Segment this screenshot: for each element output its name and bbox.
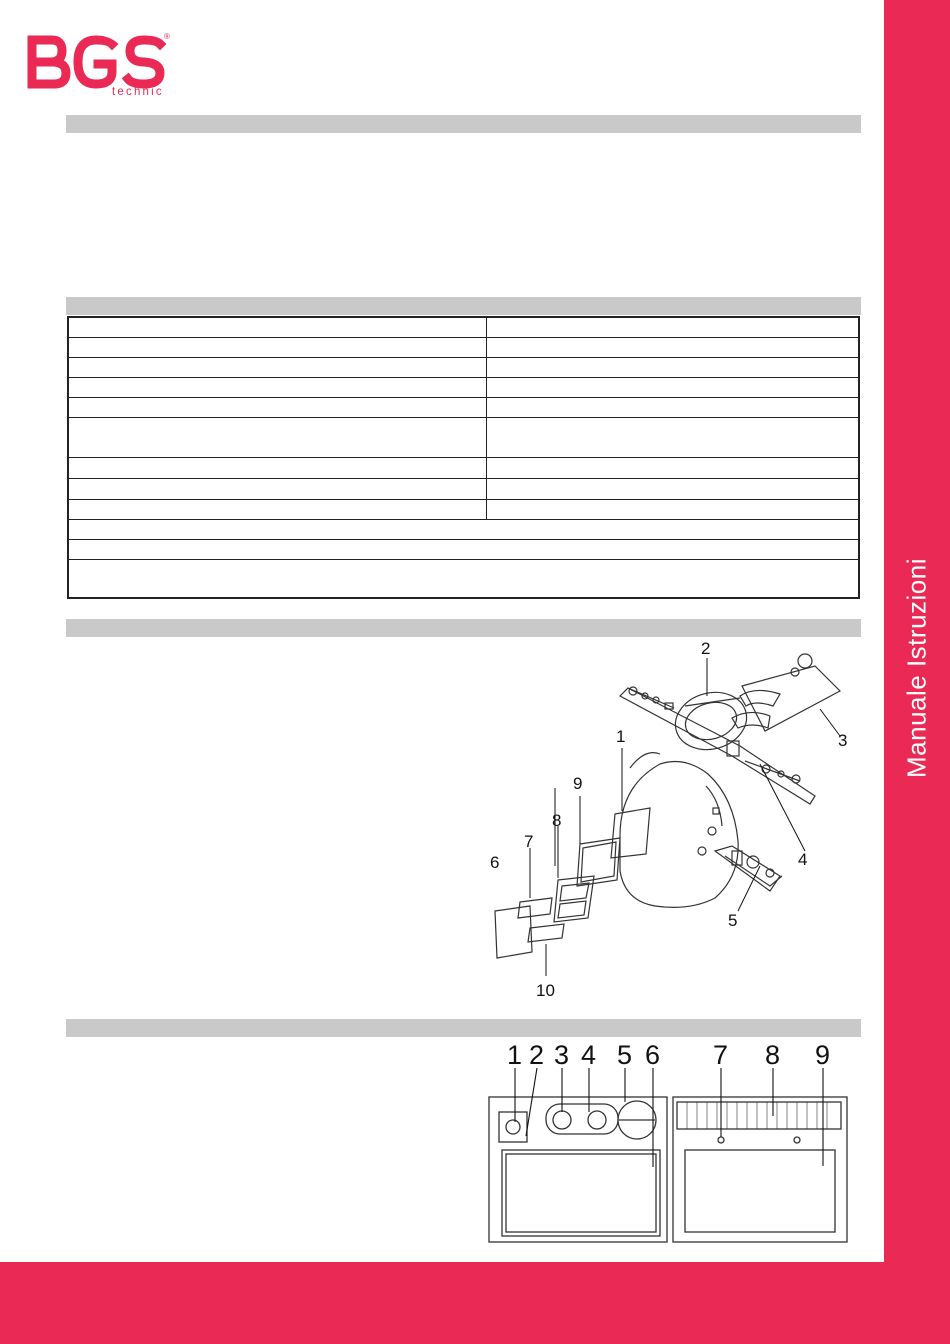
spec-cell — [487, 398, 859, 418]
callout-f1: 1 — [507, 1040, 523, 1070]
spec-cell — [487, 318, 859, 338]
callout-1: 1 — [616, 727, 626, 746]
cartridge-front-panel — [489, 1097, 667, 1242]
spec-cell — [69, 398, 487, 418]
logo-subtitle: technic — [112, 86, 164, 98]
filter-cartridge-diagram — [488, 1036, 858, 1248]
callout-f9: 9 — [815, 1040, 831, 1070]
callout-5: 5 — [728, 911, 738, 930]
callout-f5: 5 — [617, 1040, 633, 1070]
specifications-table — [67, 316, 860, 599]
helmet-shell — [620, 762, 738, 908]
sensor-7 — [718, 1137, 724, 1143]
registered-mark: ® — [164, 32, 170, 41]
callout-f6: 6 — [645, 1040, 661, 1070]
spec-cell — [69, 418, 487, 458]
callout-f4: 4 — [581, 1040, 597, 1070]
callout-9: 9 — [573, 774, 583, 793]
knob-3 — [553, 1111, 571, 1129]
callout-f2: 2 — [529, 1040, 545, 1070]
section-bar-specifications — [66, 297, 861, 315]
spec-cell — [487, 458, 859, 479]
footer-band — [0, 1262, 950, 1344]
knob-4 — [588, 1111, 606, 1129]
spec-cell — [69, 500, 487, 520]
spec-cell — [487, 500, 859, 520]
spec-cell — [487, 338, 859, 358]
callout-4: 4 — [798, 850, 808, 869]
bgs-technic-logo — [26, 28, 171, 98]
spec-cell-wide — [69, 560, 859, 598]
spec-cell — [69, 378, 487, 398]
spec-cell — [69, 338, 487, 358]
inner-cover-lens — [528, 924, 564, 942]
section-bar-1 — [66, 115, 861, 133]
spec-cell — [487, 479, 859, 500]
spec-cell — [487, 418, 859, 458]
spec-cell — [69, 479, 487, 500]
callout-f7: 7 — [713, 1040, 729, 1070]
spec-cell — [69, 458, 487, 479]
spec-cell — [69, 358, 487, 378]
section-bar-components — [66, 619, 861, 637]
sidebar-label: Manuale Istruzioni — [901, 558, 932, 778]
cartridge-back-panel — [673, 1097, 847, 1242]
callout-f8: 8 — [765, 1040, 781, 1070]
callout-6: 6 — [490, 853, 500, 872]
callout-10: 10 — [536, 981, 555, 1000]
spec-cell — [487, 378, 859, 398]
outer-cover-lens — [495, 906, 532, 958]
spec-cell — [487, 358, 859, 378]
helmet-exploded-diagram — [470, 636, 870, 1006]
spec-cell-wide — [69, 520, 859, 540]
spec-cell-wide — [69, 540, 859, 560]
callout-f3: 3 — [554, 1040, 570, 1070]
spec-cell — [69, 318, 487, 338]
sensor-1 — [506, 1120, 520, 1134]
callout-2: 2 — [701, 639, 711, 658]
section-bar-filter — [66, 1019, 861, 1037]
callout-8: 8 — [552, 811, 562, 830]
callout-7: 7 — [524, 832, 534, 851]
callout-3: 3 — [838, 731, 848, 750]
helmet-window — [611, 808, 650, 858]
